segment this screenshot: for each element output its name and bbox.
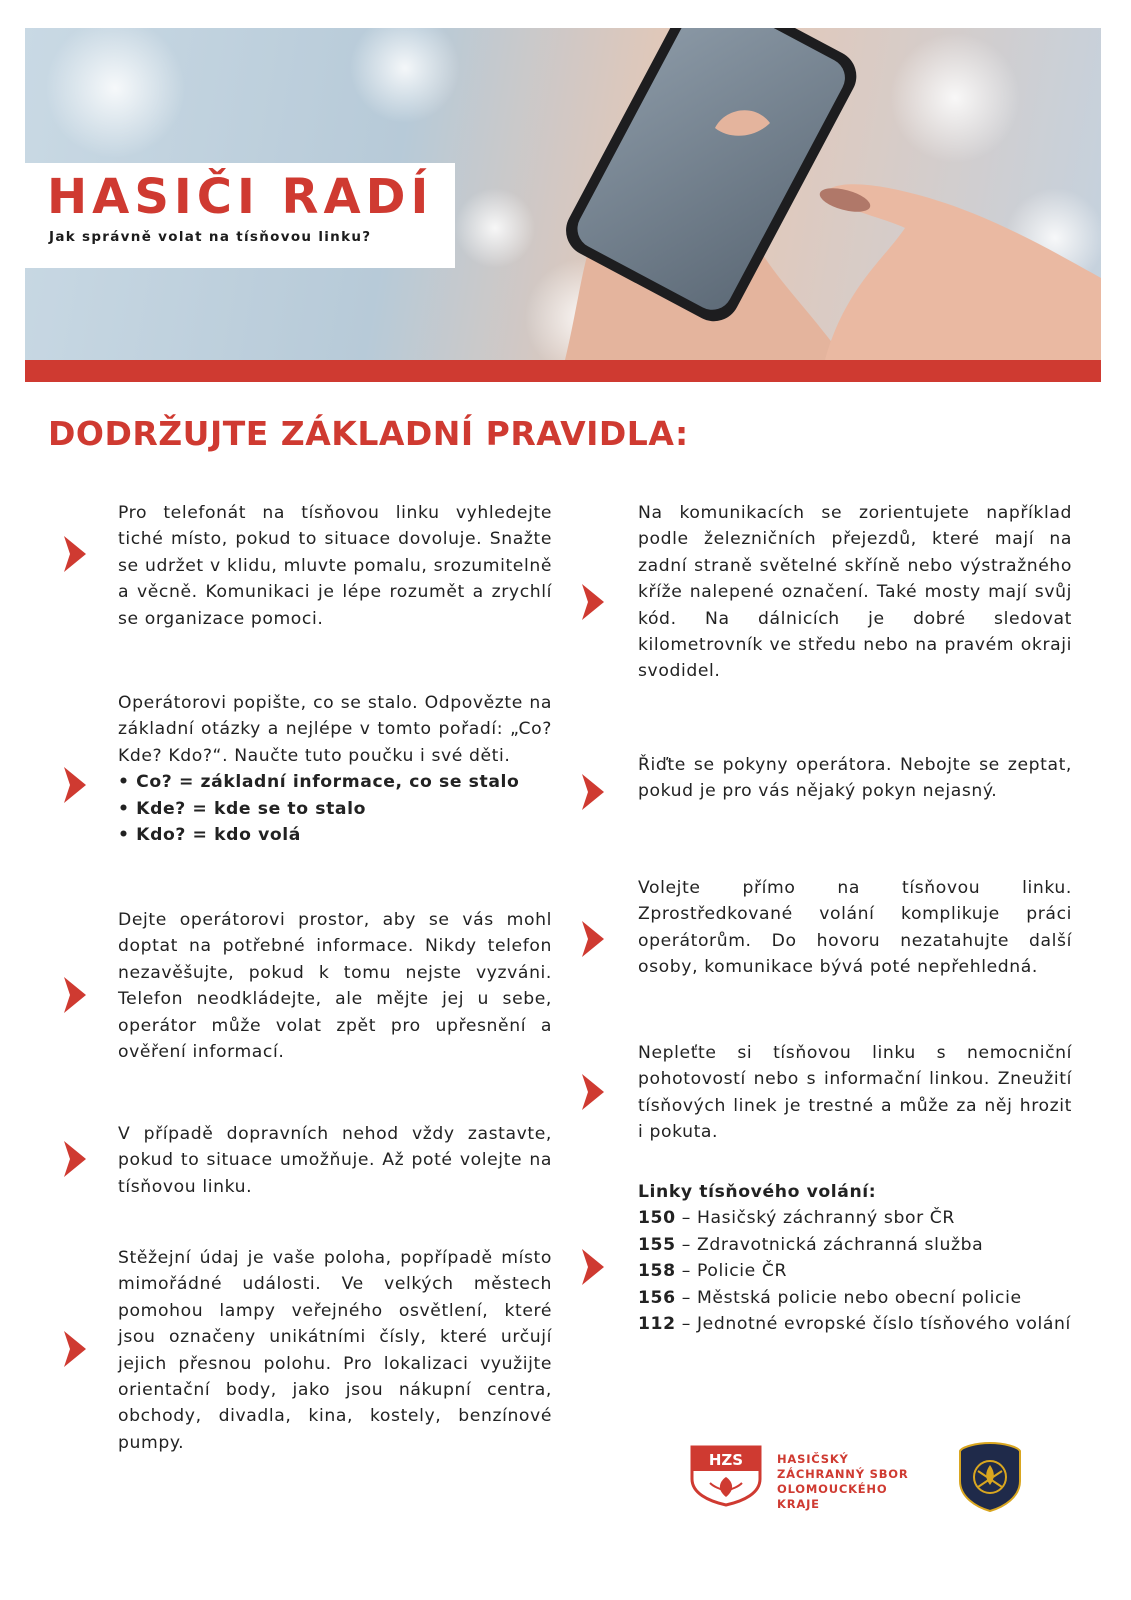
chevron-right-icon (60, 973, 92, 1017)
emergency-number: 150 (638, 1208, 676, 1229)
org-line: ZÁCHRANNÝ SBOR (777, 1467, 909, 1481)
emergency-number: 158 (638, 1261, 676, 1282)
bullet-kdo: • Kdo? = kdo volá (118, 825, 301, 846)
rule-text: Stěžejní údaj je vaše poloha, popřípadě místo mimořádné události. Ve velkých městech pomohou lampy veřejného osvětlení, které jsou označeny unikátními čísly, které určují jejich přesnou polohu. Pro lokalizaci využijte orientační body, jako jsou nákupní centra, obchody, divadla, kina, kostely, benzínové pumpy. (118, 1248, 552, 1453)
emergency-heading: Linky tísňového volání: (638, 1182, 877, 1202)
rule-give-space (118, 907, 552, 1065)
fire-rescue-emblem-icon (958, 1441, 1022, 1513)
rule-quiet-place (118, 500, 552, 632)
title-box (25, 163, 455, 268)
chevron-right-icon (60, 1327, 92, 1371)
red-divider-band (25, 360, 1101, 382)
org-line: HASIČSKÝ (777, 1452, 849, 1466)
organization-name (777, 1452, 909, 1512)
page-title: HASIČI RADÍ (47, 169, 434, 225)
rule-text: Operátorovi popište, co se stalo. Odpovězte na základní otázky a nejlépe v tomto pořadí: „Co? Kde? Kdo?“. Naučte tuto poučku i své děti. (118, 693, 552, 766)
rule-follow-operator (638, 752, 1072, 805)
chevron-right-icon (578, 770, 610, 814)
rule-text: Dejte operátorovi prostor, aby se vás mohl doptat na potřebné informace. Nikdy telefon nezavěšujte, pokud k tomu nejste vyzváni. Telefon neodkládejte, ale mějte jej u sebe, operátor může volat zpět pro upřesnění a ověření informací. (118, 910, 552, 1063)
rule-describe (118, 690, 552, 848)
rule-text: Pro telefonát na tísňovou linku vyhledejte tiché místo, pokud to situace dovoluje. Snažte se udržet v klidu, mluvte pomalu, srozumitelně a věcně. Komunikaci je lépe rozumět a zrychlí se organizace pomoci. (118, 503, 552, 629)
emergency-line (638, 1311, 1072, 1337)
emergency-number: 112 (638, 1314, 676, 1335)
rule-roads (638, 500, 1072, 685)
rule-text: Nepleťte si tísňovou linku s nemocniční pohotovostí nebo s informační linkou. Zneužití tísňových linek je trestné a může za něj hrozit i pokuta. (638, 1043, 1072, 1143)
emergency-line (638, 1285, 1072, 1311)
hzs-logo-letters: HZS (708, 1451, 744, 1469)
rule-do-not-confuse (638, 1040, 1072, 1146)
chevron-right-icon (578, 1070, 610, 1114)
rule-traffic-accidents (118, 1121, 552, 1200)
emergency-label: – Městská policie nebo obecní policie (675, 1287, 1022, 1308)
emergency-line (638, 1258, 1072, 1284)
emergency-label: – Policie ČR (675, 1261, 788, 1282)
emergency-line (638, 1205, 1072, 1231)
emergency-label: – Hasičský záchranný sbor ČR (675, 1208, 955, 1229)
rule-text: Na komunikacích se zorientujete například podle železničních přejezdů, které mají na zadní straně světelné skříně nebo výstražného kříže nalepené označení. Také mosty mají svůj kód. Na dálnicích je dobré sledovat kilometrovník ve středu nebo na pravém okraji svodidel. (638, 503, 1072, 682)
page-subtitle: Jak správně volat na tísňovou linku? (49, 229, 372, 245)
bullet-kde: • Kde? = kde se to stalo (118, 798, 366, 819)
rule-text: V případě dopravních nehod vždy zastavte, pokud to situace umožňuje. Až poté volejte na tísňovou linku. (118, 1124, 552, 1197)
emergency-numbers (638, 1179, 1072, 1337)
chevron-right-icon (60, 532, 92, 576)
emergency-number: 156 (638, 1287, 676, 1308)
rule-location (118, 1245, 552, 1456)
rule-call-directly (638, 875, 1072, 981)
rule-text: Řiďte se pokyny operátora. Nebojte se zeptat, pokud je pro vás nějaký pokyn nejasný. (638, 755, 1072, 802)
rule-text: Volejte přímo na tísňovou linku. Zprostředkované volání komplikuje práci operátorům. Do hovoru nezatahujte další osoby, komunikace bývá poté nepřehledná. (638, 878, 1072, 978)
emergency-label: – Zdravotnická záchranná služba (675, 1234, 984, 1255)
emergency-line (638, 1232, 1072, 1258)
section-heading: DODRŽUJTE ZÁKLADNÍ PRAVIDLA: (48, 414, 689, 453)
chevron-right-icon (578, 917, 610, 961)
org-line: KRAJE (777, 1497, 820, 1511)
hzs-logo-icon (686, 1443, 766, 1507)
chevron-right-icon (578, 580, 610, 624)
bullet-co: • Co? = základní informace, co se stalo (118, 772, 520, 793)
chevron-right-icon (60, 1137, 92, 1181)
emergency-label: – Jednotné evropské číslo tísňového volání (675, 1314, 1071, 1335)
chevron-right-icon (578, 1245, 610, 1289)
emergency-number: 155 (638, 1234, 676, 1255)
org-line: OLOMOUCKÉHO (777, 1482, 888, 1496)
chevron-right-icon (60, 763, 92, 807)
